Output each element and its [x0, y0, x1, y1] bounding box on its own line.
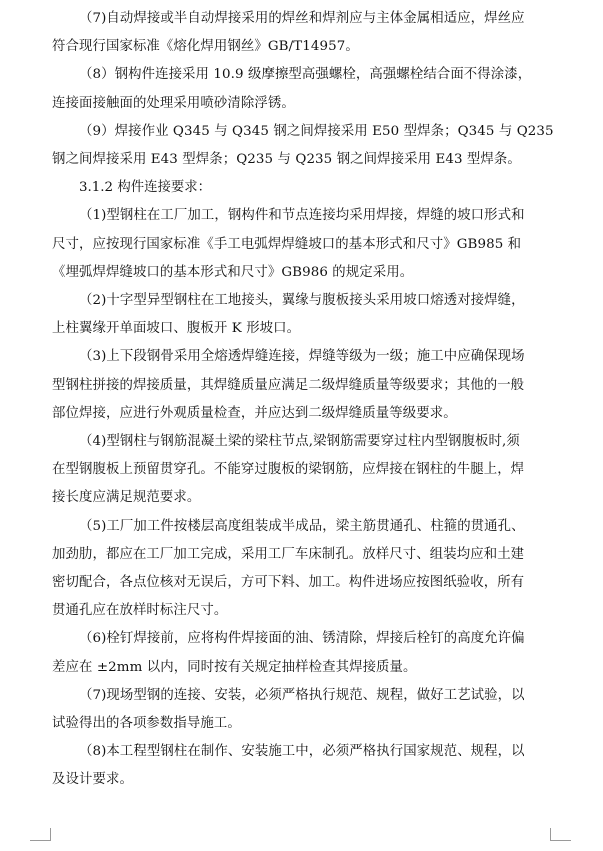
paragraph-line: （1)型钢柱在工厂加工，钢构件和节点连接均采用焊接，焊缝的坡口形式和 [79, 208, 525, 224]
paragraph-line: 试验得出的各项参数指导施工。 [52, 716, 241, 732]
paragraph-line: 密切配合，各点位核对无误后，方可下料、加工。构件进场应按图纸验收，所有 [52, 575, 525, 591]
paragraph-line: 在型钢腹板上预留贯穿孔。不能穿过腹板的梁钢筋，应焊接在钢柱的牛腿上，焊 [52, 462, 525, 478]
paragraph-line: （8）钢构件连接采用 10.9 级摩擦型高强螺栓，高强螺栓结合面不得涂漆， [79, 67, 532, 83]
paragraph-line: 贯通孔应在放样时标注尺寸。 [52, 603, 228, 619]
requirement-item-7 [52, 682, 550, 738]
requirement-item-2 [52, 287, 550, 343]
paragraph-line: 接长度应满足规范要求。 [52, 490, 201, 506]
requirement-item-5 [52, 513, 550, 626]
paragraph-welding-wire [52, 5, 550, 61]
paragraph-line: （7)自动焊接或半自动焊接采用的焊丝和焊剂应与主体金属相适应，焊丝应 [79, 11, 525, 26]
requirement-item-8 [52, 738, 550, 794]
paragraph-line: 连接面接触面的处理采用喷砂清除浮锈。 [52, 95, 295, 111]
paragraph-bolts [52, 61, 550, 117]
paragraph-line: （3)上下段钢骨采用全熔透焊缝连接，焊缝等级为一级；施工中应确保现场 [79, 349, 525, 365]
paragraph-line: 符合现行国家标准《熔化焊用钢丝》GB/T14957。 [52, 39, 359, 55]
requirement-item-4 [52, 428, 550, 513]
paragraph-line: 《埋弧焊焊缝坡口的基本形式和尺寸》GB986 的规定采用。 [52, 264, 414, 280]
margin-crop-mark-left [30, 828, 51, 841]
paragraph-line: 加劲肋，都应在工厂加工完成，采用工厂车床制孔。放样尺寸、组装均应和土建 [52, 546, 525, 562]
paragraph-line: 型钢柱拼接的焊接质量，其焊缝质量应满足二级焊缝质量等级要求；其他的一般 [52, 377, 525, 393]
paragraph-line: （6)栓钉焊接前，应将构件焊接面的油、锈清除，焊接后栓钉的高度允许偏 [79, 631, 525, 647]
paragraph-line: （7)现场型钢的连接、安装，必须严格执行规范、规程，做好工艺试验，以 [79, 687, 525, 703]
requirement-item-3 [52, 343, 550, 428]
paragraph-electrodes [52, 118, 554, 174]
section-heading: 3.1.2 构件连接要求： [79, 180, 212, 196]
margin-crop-mark-right [550, 828, 571, 841]
paragraph-line: 及设计要求。 [52, 772, 133, 788]
paragraph-line: 尺寸，应按现行国家标准《手工电弧焊焊缝坡口的基本形式和尺寸》GB985 和 [52, 236, 522, 252]
paragraph-line: （2)十字型异型钢柱在工地接头，翼缘与腹板接头采用坡口熔透对接焊缝， [79, 293, 525, 309]
paragraph-line: （4)型钢柱与钢筋混凝土梁的梁柱节点,梁钢筋需要穿过柱内型钢腹板时,须 [79, 434, 520, 450]
paragraph-line: 部位焊接，应进行外观质量检查，并应达到二级焊缝质量等级要求。 [52, 405, 457, 421]
document-body [52, 5, 554, 795]
requirement-item-1 [52, 202, 550, 287]
paragraph-line: （9）焊接作业 Q345 与 Q345 钢之间焊接采用 E50 型焊条；Q345 与 Q235 [79, 123, 554, 139]
paragraph-line: 钢之间焊接采用 E43 型焊条；Q235 与 Q235 钢之间焊接采用 E43 型焊条。 [52, 152, 521, 168]
paragraph-line: 上柱翼缘开单面坡口、腹板开 K 形坡口。 [52, 321, 301, 337]
paragraph-line: （5)工厂加工件按楼层高度组装成半成品，梁主筋贯通孔、柱箍的贯通孔、 [79, 518, 525, 534]
paragraph-line: 差应在 ±2mm 以内，同时按有关规定抽样检查其焊接质量。 [52, 659, 417, 675]
requirement-item-6 [52, 625, 550, 681]
paragraph-line: （8)本工程型钢柱在制作、安装施工中，必须严格执行国家规范、规程，以 [79, 744, 525, 760]
